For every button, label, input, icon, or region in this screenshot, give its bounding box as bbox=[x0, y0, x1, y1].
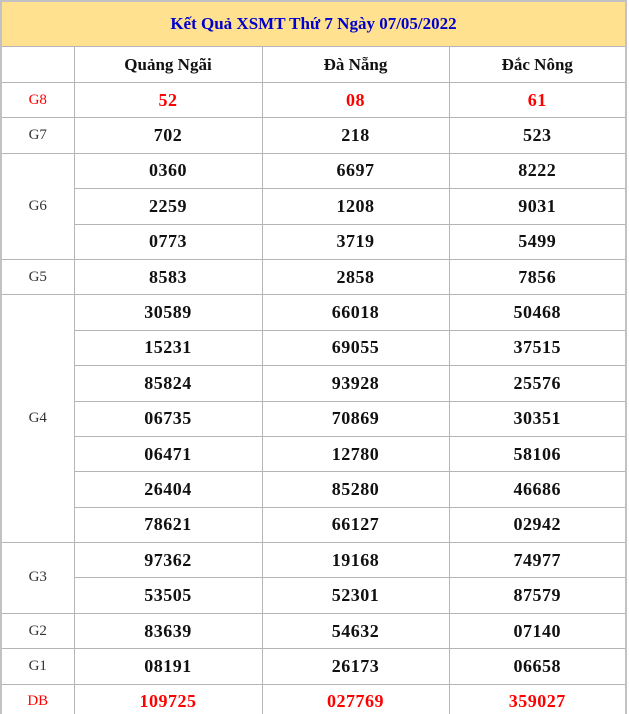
table-row bbox=[1, 189, 626, 224]
prize-label-g2: G2 bbox=[1, 613, 74, 648]
result-cell: 12780 bbox=[262, 436, 449, 471]
result-cell: 218 bbox=[262, 118, 449, 153]
table-row bbox=[1, 436, 626, 471]
result-cell: 83639 bbox=[74, 613, 262, 648]
table-row bbox=[1, 613, 626, 648]
prize-label-g8: G8 bbox=[1, 83, 74, 118]
result-cell: 26404 bbox=[74, 472, 262, 507]
result-cell: 15231 bbox=[74, 330, 262, 365]
prize-label-db: DB bbox=[1, 684, 74, 714]
result-cell: 54632 bbox=[262, 613, 449, 648]
prize-corner-header bbox=[1, 47, 74, 83]
result-cell: 02942 bbox=[449, 507, 626, 542]
result-cell: 08 bbox=[262, 83, 449, 118]
result-cell: 8583 bbox=[74, 259, 262, 294]
result-cell: 52301 bbox=[262, 578, 449, 613]
result-cell: 85824 bbox=[74, 366, 262, 401]
prize-label-g6: G6 bbox=[1, 153, 74, 259]
result-cell: 06471 bbox=[74, 436, 262, 471]
table-row bbox=[1, 153, 626, 188]
table-row bbox=[1, 330, 626, 365]
result-cell: 25576 bbox=[449, 366, 626, 401]
result-cell: 702 bbox=[74, 118, 262, 153]
result-cell: 07140 bbox=[449, 613, 626, 648]
result-cell: 1208 bbox=[262, 189, 449, 224]
result-cell: 08191 bbox=[74, 649, 262, 684]
result-cell: 26173 bbox=[262, 649, 449, 684]
title-row bbox=[1, 1, 626, 47]
result-cell: 87579 bbox=[449, 578, 626, 613]
result-cell: 0773 bbox=[74, 224, 262, 259]
result-cell: 19168 bbox=[262, 543, 449, 578]
table-row bbox=[1, 295, 626, 330]
result-cell: 109725 bbox=[74, 684, 262, 714]
result-cell: 7856 bbox=[449, 259, 626, 294]
column-header-row bbox=[1, 47, 626, 83]
table-row bbox=[1, 259, 626, 294]
table-row bbox=[1, 401, 626, 436]
result-cell: 52 bbox=[74, 83, 262, 118]
column-header-da-nang: Đà Nẵng bbox=[262, 47, 449, 83]
table-row bbox=[1, 366, 626, 401]
result-cell: 78621 bbox=[74, 507, 262, 542]
table-row bbox=[1, 83, 626, 118]
result-cell: 37515 bbox=[449, 330, 626, 365]
table-row bbox=[1, 578, 626, 613]
result-cell: 74977 bbox=[449, 543, 626, 578]
result-cell: 53505 bbox=[74, 578, 262, 613]
result-cell: 9031 bbox=[449, 189, 626, 224]
result-cell: 027769 bbox=[262, 684, 449, 714]
result-cell: 359027 bbox=[449, 684, 626, 714]
prize-label-g1: G1 bbox=[1, 649, 74, 684]
result-cell: 58106 bbox=[449, 436, 626, 471]
result-cell: 2858 bbox=[262, 259, 449, 294]
result-cell: 06658 bbox=[449, 649, 626, 684]
result-cell: 523 bbox=[449, 118, 626, 153]
result-cell: 61 bbox=[449, 83, 626, 118]
result-cell: 97362 bbox=[74, 543, 262, 578]
result-cell: 50468 bbox=[449, 295, 626, 330]
table-row bbox=[1, 472, 626, 507]
table-row bbox=[1, 684, 626, 714]
page-title: Kết Quả XSMT Thứ 7 Ngày 07/05/2022 bbox=[1, 1, 626, 47]
result-cell: 6697 bbox=[262, 153, 449, 188]
result-cell: 30351 bbox=[449, 401, 626, 436]
prize-label-g3: G3 bbox=[1, 543, 74, 614]
prize-label-g4: G4 bbox=[1, 295, 74, 543]
table-row bbox=[1, 649, 626, 684]
result-cell: 85280 bbox=[262, 472, 449, 507]
result-cell: 8222 bbox=[449, 153, 626, 188]
result-cell: 5499 bbox=[449, 224, 626, 259]
result-cell: 3719 bbox=[262, 224, 449, 259]
column-header-quang-ngai: Quảng Ngãi bbox=[74, 47, 262, 83]
column-header-dac-nong: Đắc Nông bbox=[449, 47, 626, 83]
results-body bbox=[1, 83, 626, 714]
result-cell: 46686 bbox=[449, 472, 626, 507]
prize-label-g7: G7 bbox=[1, 118, 74, 153]
result-cell: 06735 bbox=[74, 401, 262, 436]
result-cell: 30589 bbox=[74, 295, 262, 330]
prize-label-g5: G5 bbox=[1, 259, 74, 294]
result-cell: 2259 bbox=[74, 189, 262, 224]
table-row bbox=[1, 507, 626, 542]
result-cell: 70869 bbox=[262, 401, 449, 436]
table-row bbox=[1, 118, 626, 153]
result-cell: 66127 bbox=[262, 507, 449, 542]
result-cell: 0360 bbox=[74, 153, 262, 188]
result-cell: 66018 bbox=[262, 295, 449, 330]
table-row bbox=[1, 543, 626, 578]
table-row bbox=[1, 224, 626, 259]
result-cell: 69055 bbox=[262, 330, 449, 365]
result-cell: 93928 bbox=[262, 366, 449, 401]
